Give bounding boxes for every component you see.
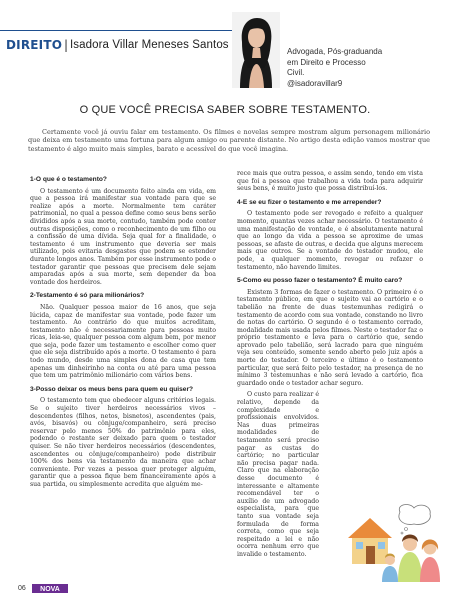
answer-paragraph: Existem 3 formas de fazer o testamento. O primeiro é o testamento público, em que o sujeito vai ao cartório e o tabelião na frente de duas testemunhas redigirá o testamento de acordo com sua vontade, constando no livro de notas do cartório. O segundo é o testamento cerrado, modalidade mais usada pelos filmes. Neste o testador faz o próprio testamento e leva para o cartório que, sendo aprovado pelo tabelião, será lacrado para que ninguém veja seu conteúdo, somente sendo aberto pelo juiz após a morte do testador. O terceiro e último é o testamento particular, que será feito pelo testador, na presença de no mínimo 3 testemunhas e não será levado a cartório, fica guardado onde o testador achar seguro. <box>237 288 423 387</box>
bio-line: Civil. <box>287 68 305 77</box>
answer-paragraph: Não. Qualquer pessoa maior de 16 anos, que seja lúcida, capaz de manifestar sua vontade, pode fazer um testamento. Ao contrário do que muitos acreditam, testamento não é necessariamente para pessoas muito ricas, leia-se, qualquer pessoa com algum bem, por menor que seja, pode fazer um testamento e escolher como quer que ele seja distribuído após a morte. O testamento é para todo mundo, desde uma simples dona de casa que tem apenas um dinheirinho na conta ou até para uma pessoa que tem um patrimônio milionário com vários bens. <box>30 303 216 380</box>
section-title: DIREITO <box>6 38 63 52</box>
left-column <box>30 170 216 493</box>
answer-paragraph: O custo para realizar é relativo, depende da complexidade e profissionais envolvidos. Nas duas primeiras modalidades de testamento será preciso pagar as custas do cartório; no particular não precisa pagar nada. Claro que na elaboração desse documento é interessante e altamente recomendável ter o auxílio de um advogado especialista, para que tanto sua vontade seja formulada de forma correta, como que seja respeitado a lei e não ocorra nenhum erro que invalide o testamento. <box>237 391 319 558</box>
question-heading: 1-O que é o testamento? <box>30 176 107 183</box>
author-bio <box>287 47 437 89</box>
magazine-logo <box>32 584 68 593</box>
answer-paragraph: O testamento é um documento feito ainda em vida, em que a pessoa irá manifestar sua vontade para que se realize após a morte. Normalmente tem caráter patrimonial, no qual a pessoa define como seus bens serão divididos após a sua morte, contudo, também pode conter outras disposições, como o reconhecimento de um filho ou a confissão de uma dívida. Seja qual for a finalidade, o testamento é um instrumento que deveria ser mais utilizado, pois evitaria desgastes que podem se estender durante longos anos. Também por esse instrumento pode o testador garantir que pessoas que precisem dele sejam amparadas após a sua morte, sem depender da boa vontade dos herdeiros. <box>30 187 216 286</box>
answer-paragraph: O testamento tem que obedecer alguns critérios legais. Se o sujeito tiver herdeiros necessários vivos – descendentes (filhos, netos, bisnetos), ascendentes (pais, avós, bisavós) ou cônjuge/companheiro, será preciso reservar pelo menos 50% do patrimônio para eles, podendo o restante ser deixado para quem o testador quiser. Se não tiver herdeiros necessários (descendentes, ascendentes ou cônjuge/companheiro) pode distribuir 100% dos bens via testamento da maneira que achar conveniente. Por vezes a pessoa quer proteger alguém, garantir que a pessoa fique bem financeiramente após a sua partida, ou simplesmente acredita que alguém me- <box>30 397 216 488</box>
answer-paragraph: rece mais que outra pessoa, e assim sendo, tendo em vista que foi a pessoa que trabalhou a vida toda para adquirir seus bens, é muito justo que possa distribuí-los. <box>237 170 423 193</box>
question-heading: 4-E se eu fizer o testamento e me arrepender? <box>237 198 382 206</box>
article-intro: Certamente você já ouviu falar em testamento. Os filmes e novelas sempre mostram algum personagem milionário que deixa em testamento uma fortuna para algum amigo ou parente distante. No artigo desta edição vamos mostrar que testamento é algo muito mais simples, barato e acessível do que você imagina. <box>28 128 430 153</box>
question-heading: 5-Como eu posso fazer o testamento? É muito caro? <box>237 277 403 285</box>
magazine-logo-text: NOVA <box>40 586 60 593</box>
page-number: 06 <box>18 585 26 592</box>
answer-paragraph: O testamento pode ser revogado e refeito a qualquer momento, quantas vezes achar necessário. O testamento é uma manifestação de vontade, e é absolutamente natural que ao longo da vida a pessoa se aproxime de umas pessoas, se afaste de outras, e decida que alguns merecem mais que outros. Se a vontade do testador mudou, ele pode, a qualquer momento, revogar ou refazer o testamento, não havendo limites. <box>237 210 423 271</box>
bio-line: em Direito e Processo <box>287 57 366 67</box>
author-name: Isadora Villar Meneses Santos <box>70 39 229 51</box>
bio-line: Advogada, Pós-graduanda <box>287 47 383 56</box>
header-divider <box>0 30 235 31</box>
article-headline: O QUE VOCÊ PRECISA SABER SOBRE TESTAMENTO. <box>79 104 371 116</box>
family-illustration <box>340 502 444 582</box>
header-separator: | <box>64 38 69 52</box>
author-photo <box>232 12 280 88</box>
social-handle: @isadoravillar9 <box>287 78 343 88</box>
question-heading: 3-Posso deixar os meus bens para quem eu quiser? <box>30 385 194 393</box>
question-heading: 2-Testamento é só para milionários? <box>30 292 145 300</box>
